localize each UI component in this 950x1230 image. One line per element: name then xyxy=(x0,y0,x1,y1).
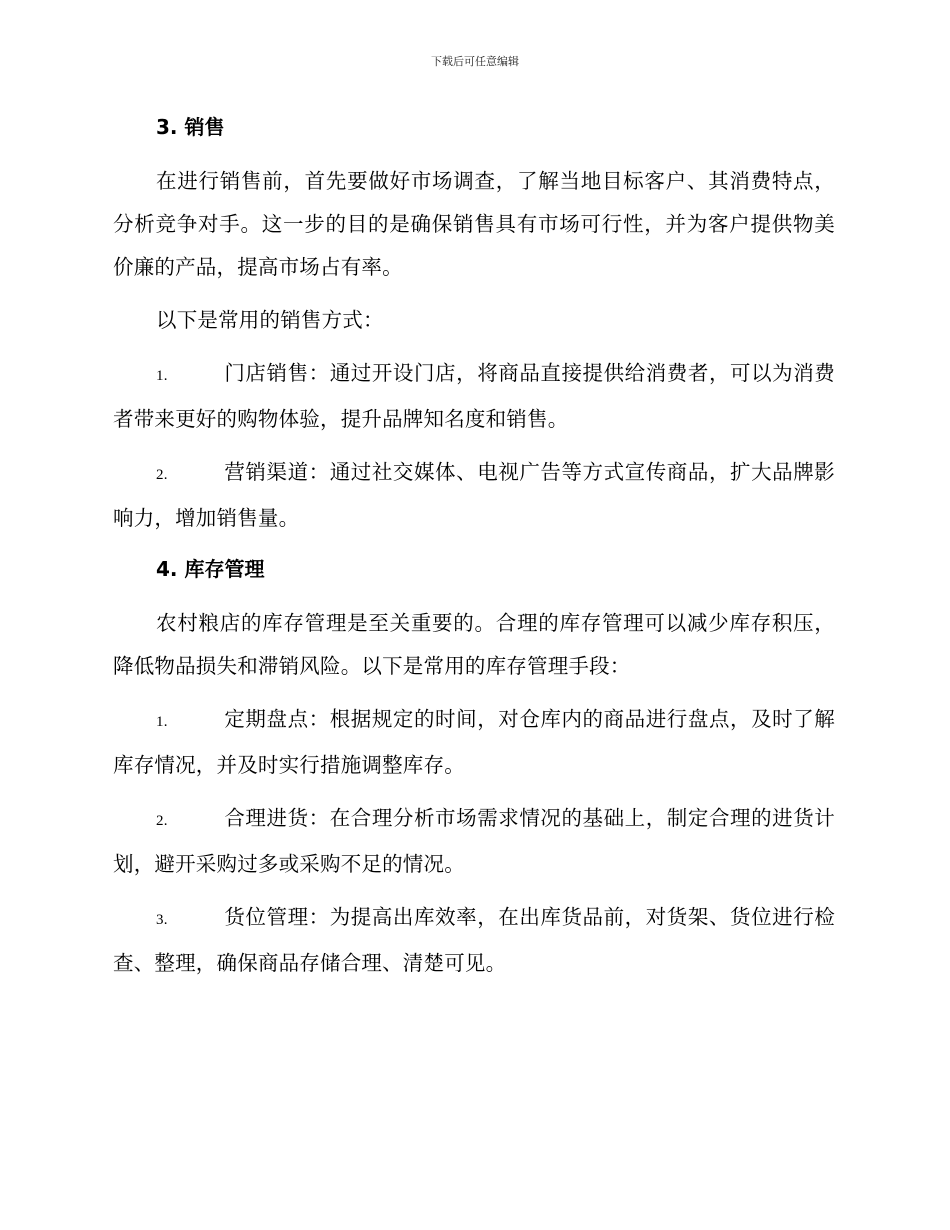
paragraph: 农村粮店的库存管理是至关重要的。合理的库存管理可以减少库存积压，降低物品损失和滞销风险。以下是常用的库存管理手段： xyxy=(113,611,835,678)
list-item-text: 定期盘点：根据规定的时间，对仓库内的商品进行盘点，及时了解库存情况，并及时实行措施调整库存。 xyxy=(113,707,835,777)
header-note: 下载后可任意编辑 xyxy=(431,55,519,68)
list-item-text: 门店销售：通过开设门店，将商品直接提供给消费者，可以为消费者带来更好的购物体验，提升品牌知名度和销售。 xyxy=(113,361,835,431)
paragraph: 以下是常用的销售方式： xyxy=(156,308,384,332)
list-item xyxy=(113,698,835,787)
section-inventory xyxy=(113,550,835,985)
paragraph: 在进行销售前，首先要做好市场调查，了解当地目标客户、其消费特点，分析竞争对手。这一步的目的是确保销售具有市场可行性，并为客户提供物美价廉的产品，提高市场占有率。 xyxy=(113,169,835,279)
list-item xyxy=(113,352,835,441)
list-item-number: 1. xyxy=(156,368,168,384)
section-heading: 3. 销售 xyxy=(156,115,225,139)
section-heading: 4. 库存管理 xyxy=(156,557,265,581)
list-item-number: 2. xyxy=(156,467,168,483)
list-item-number: 3. xyxy=(156,912,168,928)
list-item xyxy=(113,797,835,886)
list-item-number: 2. xyxy=(156,813,168,829)
list-item-text: 营销渠道：通过社交媒体、电视广告等方式宣传商品，扩大品牌影响力，增加销售量。 xyxy=(113,460,835,530)
section-sales xyxy=(113,108,835,540)
list-item-number: 1. xyxy=(156,714,168,730)
list-item-text: 货位管理：为提高出库效率，在出库货品前，对货架、货位进行检查、整理，确保商品存储合理、清楚可见。 xyxy=(113,905,835,975)
list-item-text: 合理进货：在合理分析市场需求情况的基础上，制定合理的进货计划，避开采购过多或采购不足的情况。 xyxy=(113,806,835,876)
list-item xyxy=(113,896,835,985)
document-body xyxy=(113,108,835,995)
list-item xyxy=(113,451,835,540)
